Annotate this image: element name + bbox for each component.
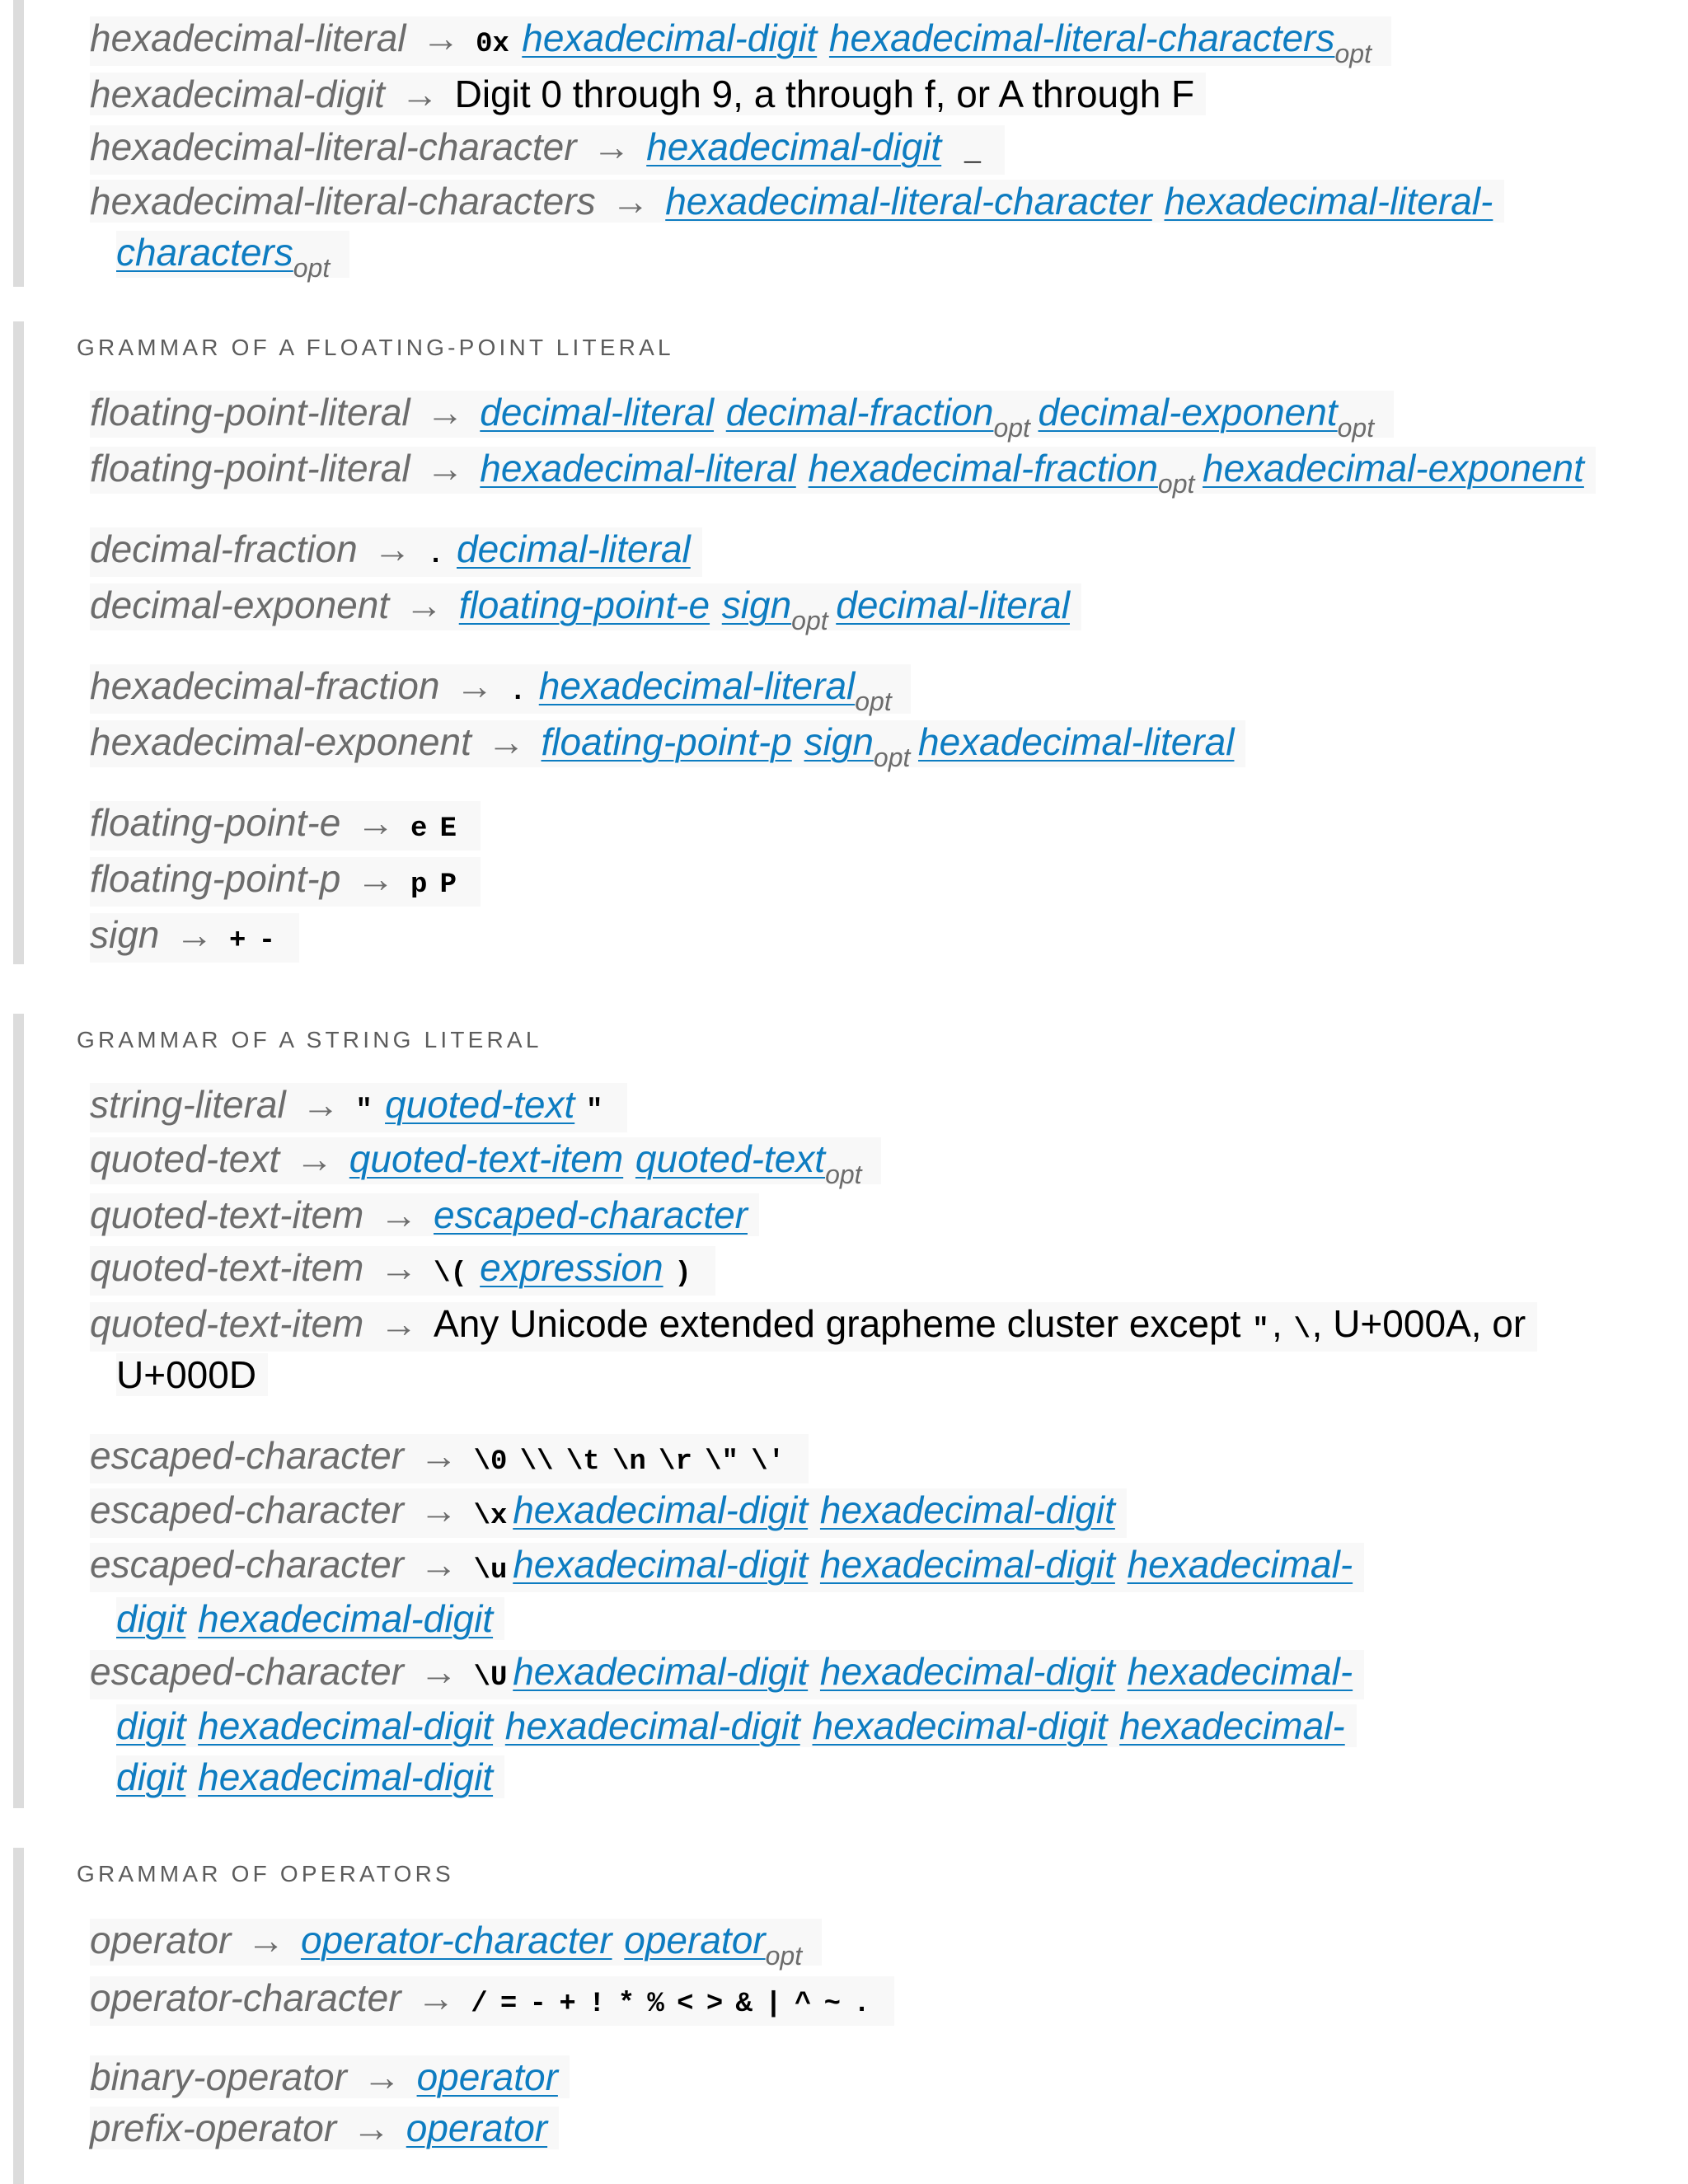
literal-backslash: \	[1293, 1315, 1311, 1346]
section-heading: GRAMMAR OF OPERATORS	[77, 1861, 454, 1886]
nonterminal-operator: operator	[90, 1919, 232, 1961]
grammar-line-floating-point-literal-hex	[90, 447, 1596, 499]
literal-dot: .	[509, 677, 527, 708]
literal-quote: "	[355, 1095, 373, 1127]
link-hexadecimal-exponent[interactable]: hexadecimal-exponent	[1203, 447, 1584, 490]
literal-escape-tab: \t	[565, 1446, 600, 1478]
arrow-icon: →	[420, 1434, 458, 1477]
hexadecimal-grammar-block	[13, 0, 1688, 287]
literal-minus: -	[258, 926, 276, 957]
arrow-icon: →	[487, 720, 526, 763]
link-hexadecimal-literal-characters[interactable]: hexadecimal-literal-characters	[828, 16, 1335, 59]
arrow-icon: →	[379, 1302, 418, 1345]
literal-slash: /	[471, 1989, 488, 2020]
arrow-icon: →	[246, 1919, 285, 1961]
literal-escape-x: \x	[473, 1501, 508, 1532]
literal-escape-null: \0	[473, 1446, 508, 1478]
link-hexadecimal-digit[interactable]: hexadecimal-	[1127, 1543, 1353, 1586]
floating-point-grammar-block	[13, 321, 1688, 964]
literal-escape-double-quote: \"	[705, 1446, 738, 1478]
link-hexadecimal-digit[interactable]: digit	[116, 1704, 186, 1747]
link-quoted-text[interactable]: quoted-text	[385, 1083, 575, 1126]
grammar-line-escaped-character-U	[90, 1650, 1364, 1699]
literal-e: e	[410, 813, 428, 845]
grammar-line-floating-point-literal	[90, 391, 1394, 443]
link-quoted-text-item[interactable]: quoted-text-item	[349, 1137, 624, 1180]
grammar-line-hexadecimal-literal-characters	[90, 180, 1504, 223]
grammar-line-hexadecimal-fraction	[90, 664, 911, 714]
arrow-icon: →	[420, 1488, 458, 1531]
nonterminal-hexadecimal-digit: hexadecimal-digit	[90, 73, 385, 115]
arrow-icon: →	[425, 447, 464, 490]
literal-less-than: <	[677, 1989, 694, 2020]
link-hexadecimal-digit[interactable]: hexadecimal-digit	[504, 1704, 800, 1747]
link-hexadecimal-digit[interactable]: hexadecimal-digit	[198, 1755, 494, 1798]
literal-dot: .	[853, 1989, 870, 2020]
arrow-icon: →	[295, 1137, 334, 1180]
link-hexadecimal-digit[interactable]: digit	[116, 1755, 186, 1798]
literal-exclamation: !	[588, 1989, 606, 2020]
nonterminal-escaped-character: escaped-character	[90, 1488, 404, 1531]
nonterminal-string-literal: string-literal	[90, 1083, 286, 1126]
literal-interpolation-open: \(	[434, 1258, 467, 1290]
description-text: U+000D	[116, 1353, 257, 1396]
description-text: , U+000A, or	[1311, 1302, 1526, 1345]
nonterminal-escaped-character: escaped-character	[90, 1650, 404, 1693]
grammar-line-floating-point-e	[90, 801, 481, 851]
link-hexadecimal-digit[interactable]: hexadecimal-digit	[513, 1650, 809, 1693]
string-literal-grammar-block	[13, 1014, 1688, 1808]
grammar-line-continuation	[116, 1597, 504, 1640]
arrow-icon: →	[405, 583, 443, 626]
grammar-line-hexadecimal-digit	[90, 73, 1206, 115]
link-floating-point-e[interactable]: floating-point-e	[458, 583, 710, 626]
link-quoted-text[interactable]: quoted-text	[635, 1137, 826, 1180]
link-hexadecimal-literal-characters[interactable]: characters	[116, 231, 293, 274]
link-decimal-literal[interactable]: decimal-literal	[836, 583, 1070, 626]
arrow-icon: →	[379, 1193, 418, 1236]
literal-equals: =	[499, 1989, 518, 2020]
literal-escape-u: \u	[473, 1555, 508, 1586]
grammar-line-operator	[90, 1919, 822, 1971]
literal-underscore: _	[964, 138, 982, 169]
nonterminal-prefix-operator: prefix-operator	[90, 2107, 337, 2149]
grammar-line-floating-point-p	[90, 857, 481, 907]
arrow-icon: →	[373, 527, 411, 570]
link-hexadecimal-digit[interactable]: hexadecimal-	[1119, 1704, 1345, 1747]
grammar-line-escaped-character-u	[90, 1543, 1364, 1592]
arrow-icon: →	[455, 664, 494, 707]
link-hexadecimal-digit[interactable]: hexadecimal-digit	[198, 1597, 494, 1640]
literal-plus: +	[229, 926, 246, 957]
literal-minus: -	[529, 1989, 547, 2020]
grammar-line-binary-operator	[90, 2055, 570, 2098]
literal-tilde: ~	[823, 1989, 842, 2020]
grammar-line-continuation	[116, 1755, 504, 1798]
literal-paren-close: )	[674, 1258, 692, 1290]
literal-0x: 0x	[476, 29, 509, 60]
grammar-line-operator-character	[90, 1976, 894, 2026]
arrow-icon: →	[425, 391, 464, 434]
link-hexadecimal-digit[interactable]: hexadecimal-digit	[812, 1704, 1108, 1747]
link-operator[interactable]: operator	[416, 2055, 558, 2098]
arrow-icon: →	[175, 913, 213, 956]
nonterminal-floating-point-literal: floating-point-literal	[90, 391, 410, 434]
opt-subscript: opt	[855, 687, 892, 716]
arrow-icon: →	[379, 1246, 418, 1289]
nonterminal-hexadecimal-literal-character: hexadecimal-literal-character	[90, 125, 577, 168]
grammar-line-hexadecimal-literal-character	[90, 125, 1005, 175]
link-escaped-character[interactable]: escaped-character	[434, 1193, 748, 1236]
literal-dot: .	[427, 540, 444, 571]
link-sign[interactable]: sign	[721, 583, 792, 626]
arrow-icon: →	[356, 801, 395, 844]
link-hexadecimal-literal[interactable]: hexadecimal-literal	[917, 720, 1235, 763]
nonterminal-sign: sign	[90, 913, 160, 956]
literal-greater-than: >	[706, 1989, 724, 2020]
opt-subscript: opt	[293, 253, 331, 283]
nonterminal-binary-operator: binary-operator	[90, 2055, 347, 2098]
opt-subscript: opt	[825, 1160, 862, 1189]
link-operator[interactable]: operator	[406, 2107, 548, 2149]
description-text: Any Unicode extended grapheme cluster except	[434, 1302, 1241, 1345]
grammar-line-quoted-text	[90, 1137, 881, 1189]
link-hexadecimal-digit[interactable]: hexadecimal-digit	[198, 1704, 494, 1747]
nonterminal-operator-character: operator-character	[90, 1976, 401, 2019]
nonterminal-hexadecimal-fraction: hexadecimal-fraction	[90, 664, 440, 707]
literal-P: P	[439, 869, 457, 901]
literal-escape-U: \U	[473, 1662, 508, 1694]
grammar-line-quoted-text-item-escape	[90, 1193, 759, 1236]
arrow-icon: →	[356, 857, 395, 900]
grammar-line-continuation	[116, 231, 349, 283]
nonterminal-floating-point-literal: floating-point-literal	[90, 447, 410, 490]
link-hexadecimal-literal[interactable]: hexadecimal-literal	[480, 447, 796, 490]
literal-quote: "	[586, 1095, 603, 1127]
literal-escape-backslash: \\	[519, 1446, 554, 1478]
literal-quote: "	[1252, 1315, 1269, 1346]
literal-caret: ^	[794, 1989, 812, 2020]
arrow-icon: →	[363, 2055, 401, 2098]
link-hexadecimal-digit[interactable]: hexadecimal-digit	[819, 1488, 1115, 1531]
arrow-icon: →	[352, 2107, 391, 2149]
grammar-line-quoted-text-item-any	[90, 1302, 1537, 1352]
grammar-line-decimal-fraction	[90, 527, 702, 577]
arrow-icon: →	[421, 16, 460, 59]
literal-percent: %	[647, 1989, 664, 2020]
link-decimal-literal[interactable]: decimal-literal	[480, 391, 715, 434]
link-hexadecimal-digit[interactable]: hexadecimal-digit	[646, 125, 942, 168]
arrow-icon: →	[420, 1543, 458, 1586]
grammar-line-continuation	[116, 1704, 1357, 1747]
opt-subscript: opt	[873, 743, 911, 772]
operators-grammar-block	[13, 1848, 1688, 2184]
link-operator-character[interactable]: operator-character	[300, 1919, 612, 1961]
literal-escape-single-quote: \'	[751, 1446, 785, 1478]
section-heading: GRAMMAR OF A FLOATING-POINT LITERAL	[77, 335, 674, 360]
arrow-icon: →	[302, 1083, 340, 1126]
grammar-line-escaped-character-simple	[90, 1434, 809, 1483]
opt-subscript: opt	[1157, 469, 1195, 499]
section-heading: GRAMMAR OF A STRING LITERAL	[77, 1027, 542, 1052]
nonterminal-quoted-text-item: quoted-text-item	[90, 1302, 364, 1345]
grammar-line-hexadecimal-exponent	[90, 720, 1245, 772]
link-sign[interactable]: sign	[804, 720, 874, 763]
grammar-line-sign	[90, 913, 299, 963]
grammar-line-string-literal	[90, 1083, 627, 1132]
link-operator[interactable]: operator	[624, 1919, 766, 1961]
opt-subscript: opt	[765, 1941, 803, 1971]
opt-subscript: opt	[791, 606, 828, 635]
literal-E: E	[439, 813, 457, 845]
link-hexadecimal-digit[interactable]: hexadecimal-	[1127, 1650, 1353, 1693]
link-decimal-literal[interactable]: decimal-literal	[457, 527, 691, 570]
link-floating-point-p[interactable]: floating-point-p	[541, 720, 792, 763]
grammar-line-hexadecimal-literal	[90, 16, 1391, 66]
literal-pipe: |	[765, 1989, 782, 2020]
arrow-icon: →	[611, 180, 649, 223]
grammar-line-continuation	[116, 1353, 268, 1396]
arrow-icon: →	[416, 1976, 455, 2019]
grammar-line-decimal-exponent	[90, 583, 1081, 635]
literal-escape-newline: \n	[612, 1446, 646, 1478]
nonterminal-hexadecimal-literal: hexadecimal-literal	[90, 16, 406, 59]
link-decimal-fraction[interactable]: decimal-fraction	[725, 391, 994, 434]
opt-subscript: opt	[1337, 413, 1375, 443]
nonterminal-quoted-text-item: quoted-text-item	[90, 1246, 364, 1289]
literal-ampersand: &	[735, 1989, 753, 2020]
link-hexadecimal-literal-character[interactable]: hexadecimal-literal-character	[665, 180, 1152, 223]
description-text: Digit 0 through 9, a through f, or A through F	[454, 73, 1195, 115]
nonterminal-decimal-exponent: decimal-exponent	[90, 583, 390, 626]
link-hexadecimal-digit[interactable]: hexadecimal-digit	[513, 1543, 809, 1586]
nonterminal-floating-point-e: floating-point-e	[90, 801, 341, 844]
link-decimal-exponent[interactable]: decimal-exponent	[1038, 391, 1338, 434]
description-comma: ,	[1271, 1302, 1282, 1345]
link-expression[interactable]: expression	[480, 1246, 663, 1289]
nonterminal-escaped-character: escaped-character	[90, 1434, 404, 1477]
grammar-line-escaped-character-x	[90, 1488, 1127, 1538]
nonterminal-escaped-character: escaped-character	[90, 1543, 404, 1586]
literal-escape-return: \r	[659, 1446, 692, 1478]
opt-subscript: opt	[993, 413, 1030, 443]
opt-subscript: opt	[1334, 39, 1372, 68]
link-hexadecimal-digit[interactable]: hexadecimal-digit	[819, 1543, 1115, 1586]
grammar-line-quoted-text-item-interpolation	[90, 1246, 715, 1296]
nonterminal-quoted-text: quoted-text	[90, 1137, 280, 1180]
link-hexadecimal-digit[interactable]: digit	[116, 1597, 186, 1640]
link-hexadecimal-digit[interactable]: hexadecimal-digit	[513, 1488, 809, 1531]
arrow-icon: →	[420, 1650, 458, 1693]
link-hexadecimal-digit[interactable]: hexadecimal-digit	[819, 1650, 1115, 1693]
nonterminal-quoted-text-item: quoted-text-item	[90, 1193, 364, 1236]
nonterminal-decimal-fraction: decimal-fraction	[90, 527, 358, 570]
arrow-icon: →	[592, 125, 631, 168]
nonterminal-hexadecimal-literal-characters: hexadecimal-literal-characters	[90, 180, 596, 223]
link-hexadecimal-digit[interactable]: hexadecimal-digit	[522, 16, 818, 59]
link-hexadecimal-fraction[interactable]: hexadecimal-fraction	[808, 447, 1158, 490]
nonterminal-hexadecimal-exponent: hexadecimal-exponent	[90, 720, 471, 763]
literal-p: p	[410, 869, 428, 901]
nonterminal-floating-point-p: floating-point-p	[90, 857, 341, 900]
literal-plus: +	[559, 1989, 576, 2020]
arrow-icon: →	[401, 73, 439, 115]
grammar-line-prefix-operator	[90, 2107, 559, 2149]
link-hexadecimal-literal-characters[interactable]: hexadecimal-literal-	[1164, 180, 1493, 223]
link-hexadecimal-literal[interactable]: hexadecimal-literal	[538, 664, 856, 707]
literal-asterisk: *	[617, 1989, 635, 2020]
